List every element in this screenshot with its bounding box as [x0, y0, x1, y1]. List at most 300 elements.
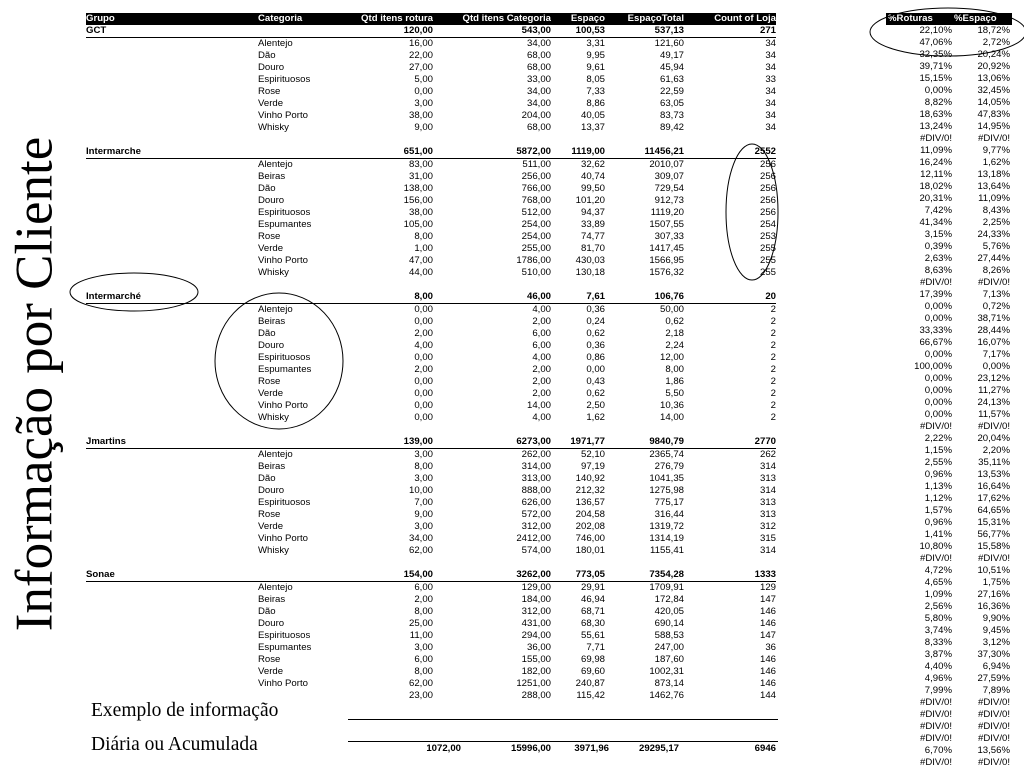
cell-grupo: Intermarche [86, 146, 141, 157]
percent-row [886, 673, 1012, 685]
divider-line [348, 719, 778, 720]
cell-cnt: 34 [765, 110, 776, 121]
cell-cat: Dão [258, 183, 276, 194]
cell-tot: 2365,74 [649, 449, 684, 460]
cell-esp: 202,08 [575, 521, 605, 532]
cell-q1: 0,00 [414, 304, 433, 315]
pct-roturas: 0,00% [924, 385, 952, 396]
cell-cat: Whisky [258, 267, 289, 278]
cell-cat: Beiras [258, 316, 286, 327]
cell-cat: Alentejo [258, 304, 293, 315]
cell-cnt: 2552 [754, 146, 776, 157]
percent-row [886, 205, 1012, 217]
table-row [86, 243, 776, 255]
cell-q1: 6,00 [414, 582, 433, 593]
cell-q2: 766,00 [521, 183, 551, 194]
cell-cat: Alentejo [258, 38, 293, 49]
percent-row [886, 73, 1012, 85]
cell-esp: 46,94 [580, 594, 605, 605]
pct-roturas: #DIV/0! [920, 697, 952, 708]
side-title-container [0, 0, 70, 768]
pct-espaco: 9,77% [982, 145, 1010, 156]
cell-esp: 81,70 [580, 243, 605, 254]
cell-esp: 69,98 [580, 654, 605, 665]
cell-esp: 773,05 [575, 569, 605, 580]
pct-roturas: 13,24% [919, 121, 952, 132]
cell-tot: 690,14 [654, 618, 684, 629]
cell-q1: 139,00 [403, 436, 433, 447]
pct-espaco: 27,16% [977, 589, 1010, 600]
cell-q1: 7,00 [414, 497, 433, 508]
pct-roturas: 0,39% [924, 241, 952, 252]
percent-row [886, 529, 1012, 541]
cell-q2: 34,00 [526, 38, 551, 49]
percent-row [886, 97, 1012, 109]
pct-roturas: #DIV/0! [920, 133, 952, 144]
cell-cat: Dão [258, 50, 276, 61]
cell-tot: 1,86 [665, 376, 684, 387]
cell-q1: 138,00 [403, 183, 433, 194]
cell-cat: Vinho Porto [258, 400, 308, 411]
cell-cnt: 2 [770, 388, 776, 399]
cell-tot: 1507,55 [649, 219, 684, 230]
cell-q1: 8,00 [414, 291, 433, 302]
pct-espaco: 5,76% [982, 241, 1010, 252]
table-row [86, 219, 776, 231]
cell-esp: 1971,77 [570, 436, 605, 447]
cell-esp: 1,62 [586, 412, 605, 423]
cell-q1: 23,00 [408, 690, 433, 701]
pct-espaco: 9,90% [982, 613, 1010, 624]
cell-q1: 156,00 [403, 195, 433, 206]
percent-row [886, 49, 1012, 61]
pct-roturas: #DIV/0! [920, 757, 952, 768]
pct-roturas: 1,13% [924, 481, 952, 492]
pct-roturas: 66,67% [919, 337, 952, 348]
percent-row [886, 733, 1012, 745]
pct-roturas: 3,87% [924, 649, 952, 660]
cell-esp: 115,42 [576, 690, 605, 701]
percent-row [886, 133, 1012, 145]
cell-tot: 1155,41 [650, 545, 684, 556]
percent-row [886, 157, 1012, 169]
cell-grupo: Intermarché [86, 291, 141, 302]
cell-cnt: 314 [759, 545, 776, 556]
percent-row [886, 181, 1012, 193]
table-row [86, 424, 776, 436]
header-roturas: %Roturas [888, 13, 933, 24]
pct-roturas: 1,09% [924, 589, 952, 600]
cell-cnt: 256 [759, 207, 776, 218]
cell-cnt: 313 [759, 509, 776, 520]
pct-espaco: 14,05% [977, 97, 1010, 108]
pct-espaco: 9,45% [982, 625, 1010, 636]
pct-espaco: 56,77% [977, 529, 1010, 540]
header-espaco: %Espaço [954, 13, 997, 24]
pct-roturas: 15,15% [919, 73, 952, 84]
pct-espaco: 1,62% [982, 157, 1010, 168]
cell-esp: 130,18 [575, 267, 605, 278]
percent-row [886, 721, 1012, 733]
cell-cat: Douro [258, 485, 285, 496]
table-row [86, 328, 776, 340]
pct-espaco: 20,92% [977, 61, 1010, 72]
cell-q2: 288,00 [521, 690, 551, 701]
table-row [86, 364, 776, 376]
cell-cnt: 255 [759, 255, 776, 266]
percent-row [886, 337, 1012, 349]
table-row [86, 666, 776, 678]
pct-espaco: 64,65% [977, 505, 1010, 516]
pct-roturas: 3,74% [924, 625, 952, 636]
cell-cat: Verde [258, 98, 284, 109]
cell-esp: 69,60 [580, 666, 605, 677]
pct-roturas: 5,80% [924, 613, 952, 624]
cell-q2: 2,00 [532, 316, 551, 327]
table-row [86, 207, 776, 219]
pct-roturas: 20,31% [919, 193, 952, 204]
cell-cnt: 33 [765, 74, 776, 85]
percent-row [886, 745, 1012, 757]
cell-q2: 68,00 [526, 122, 551, 133]
cell-esp: 3,31 [586, 38, 605, 49]
cell-q2: 312,00 [521, 521, 551, 532]
cell-cat: Espirituosos [258, 207, 311, 218]
table-row [86, 316, 776, 328]
pct-espaco: #DIV/0! [978, 721, 1010, 732]
percent-row [886, 265, 1012, 277]
table-row [86, 352, 776, 364]
percent-row [886, 757, 1012, 769]
pct-espaco: 2,72% [982, 37, 1010, 48]
cell-cnt: 146 [759, 678, 776, 689]
pct-roturas: 8,63% [924, 265, 952, 276]
cell-cnt: 147 [759, 594, 776, 605]
cell-q1: 8,00 [414, 606, 433, 617]
cell-grupo: Sonae [86, 569, 115, 580]
cell-cat: Alentejo [258, 582, 293, 593]
percent-row [886, 145, 1012, 157]
cell-cat: Rose [258, 654, 281, 665]
pct-espaco: 13,53% [977, 469, 1010, 480]
cell-q1: 62,00 [408, 678, 433, 689]
cell-tot: 316,44 [654, 509, 684, 520]
percent-row [886, 349, 1012, 361]
cell-tot: 420,05 [654, 606, 684, 617]
cell-esp: 2,50 [586, 400, 605, 411]
pct-espaco: 24,13% [977, 397, 1010, 408]
cell-tot: 187,60 [654, 654, 684, 665]
percent-row [886, 25, 1012, 37]
cell-cat: Rose [258, 509, 281, 520]
percent-row [886, 253, 1012, 265]
cell-q1: 10,00 [408, 485, 433, 496]
cell-tot: 873,14 [654, 678, 684, 689]
cell-cnt: 146 [759, 666, 776, 677]
cell-esp: 746,00 [575, 533, 605, 544]
pct-roturas: 4,40% [924, 661, 952, 672]
cell-q2: 2,00 [532, 364, 551, 375]
cell-q1: 27,00 [408, 62, 433, 73]
header-cell: Qtd itens Categoria [462, 13, 551, 24]
pct-roturas: 10,80% [919, 541, 952, 552]
cell-esp: 0,62 [586, 388, 605, 399]
cell-cat: Vinho Porto [258, 110, 308, 121]
cell-tot: 22,59 [659, 86, 684, 97]
table-row [86, 86, 776, 98]
cell-cnt: 315 [759, 533, 776, 544]
cell-q1: 154,00 [403, 569, 433, 580]
cell-cnt: 256 [759, 183, 776, 194]
cell-cnt: 2 [770, 376, 776, 387]
percent-row [886, 493, 1012, 505]
cell-q2: 2,00 [532, 376, 551, 387]
pct-roturas: #DIV/0! [920, 733, 952, 744]
table-header [86, 13, 776, 25]
cell-esp: 7,33 [586, 86, 605, 97]
table-row [86, 38, 776, 50]
pct-roturas: 47,06% [919, 37, 952, 48]
table-row [86, 110, 776, 122]
cell-esp: 29,91 [580, 582, 605, 593]
table-row [86, 618, 776, 630]
pct-espaco: 13,64% [977, 181, 1010, 192]
table-row [86, 533, 776, 545]
cell-q2: 1786,00 [516, 255, 551, 266]
data-table [86, 13, 776, 702]
percent-row [886, 481, 1012, 493]
percent-row [886, 229, 1012, 241]
pct-roturas: 33,33% [919, 325, 952, 336]
cell-q1: 9,00 [414, 122, 433, 133]
cell-q1: 16,00 [408, 38, 433, 49]
cell-tot: 1275,98 [649, 485, 684, 496]
pct-roturas: 7,42% [924, 205, 952, 216]
percent-row [886, 397, 1012, 409]
cell-tot: 1417,45 [649, 243, 684, 254]
cell-cat: Espumantes [258, 364, 312, 375]
percent-row [886, 409, 1012, 421]
pct-espaco: 16,64% [977, 481, 1010, 492]
cell-esp: 136,57 [575, 497, 605, 508]
pct-roturas: #DIV/0! [920, 277, 952, 288]
cell-q2: 4,00 [532, 352, 551, 363]
pct-espaco: 11,57% [978, 409, 1010, 420]
cell-cat: Verde [258, 521, 284, 532]
cell-q1: 0,00 [414, 400, 433, 411]
cell-q2: 155,00 [521, 654, 551, 665]
cell-q2: 6,00 [532, 328, 551, 339]
cell-q2: 204,00 [521, 110, 551, 121]
cell-q2: 888,00 [521, 485, 551, 496]
pct-roturas: 0,00% [924, 349, 952, 360]
cell-cat: Verde [258, 388, 284, 399]
table-row [86, 678, 776, 690]
cell-cat: Douro [258, 340, 285, 351]
table-row [86, 582, 776, 594]
table-row [86, 50, 776, 62]
table-row [86, 195, 776, 207]
cell-tot: 588,53 [654, 630, 684, 641]
pct-roturas: 8,33% [924, 637, 952, 648]
cell-tot: 1319,72 [649, 521, 684, 532]
table-row [86, 594, 776, 606]
cell-cat: Douro [258, 618, 285, 629]
cell-q1: 651,00 [403, 146, 433, 157]
header-cell: Qtd itens rotura [361, 13, 433, 24]
cell-q1: 47,00 [408, 255, 433, 266]
cell-tot: 1041,35 [649, 473, 684, 484]
cell-esp: 40,05 [580, 110, 605, 121]
cell-cnt: 34 [765, 122, 776, 133]
pct-roturas: 7,99% [924, 685, 952, 696]
cell-q1: 22,00 [408, 50, 433, 61]
table-row [86, 412, 776, 424]
pct-roturas: 0,00% [924, 313, 952, 324]
percent-row [886, 541, 1012, 553]
pct-roturas: 4,65% [924, 577, 952, 588]
percent-row [886, 289, 1012, 301]
cell-tot: 307,33 [654, 231, 684, 242]
percent-row [886, 433, 1012, 445]
cell-cat: Verde [258, 666, 284, 677]
cell-cnt: 146 [759, 654, 776, 665]
cell-cat: Beiras [258, 171, 286, 182]
percent-row [886, 421, 1012, 433]
cell-q1: 0,00 [414, 86, 433, 97]
percent-row [886, 661, 1012, 673]
pct-roturas: #DIV/0! [920, 553, 952, 564]
cell-grupo: Jmartins [86, 436, 126, 447]
percent-row [886, 601, 1012, 613]
cell-q1: 25,00 [408, 618, 433, 629]
cell-q2: 34,00 [526, 86, 551, 97]
total-count-loja: 6946 [754, 743, 776, 754]
cell-q2: 313,00 [521, 473, 551, 484]
percent-row [886, 325, 1012, 337]
cell-cnt: 144 [759, 690, 776, 701]
cell-q2: 1251,00 [516, 678, 551, 689]
cell-q1: 3,00 [414, 642, 433, 653]
pct-roturas: 2,55% [924, 457, 952, 468]
cell-esp: 212,32 [575, 485, 605, 496]
cell-cnt: 34 [765, 50, 776, 61]
cell-q1: 34,00 [408, 533, 433, 544]
cell-q2: 33,00 [526, 74, 551, 85]
pct-espaco: 3,12% [982, 637, 1010, 648]
cell-cnt: 20 [765, 291, 776, 302]
cell-esp: 100,53 [575, 25, 605, 36]
percent-row [886, 217, 1012, 229]
cell-q2: 36,00 [526, 642, 551, 653]
cell-cat: Rose [258, 376, 281, 387]
table-row [86, 473, 776, 485]
pct-espaco: 27,44% [977, 253, 1010, 264]
table-row [86, 509, 776, 521]
cell-tot: 0,62 [665, 316, 684, 327]
note-line-1: Exemplo de informação [91, 700, 279, 721]
header-cell: Grupo [86, 13, 115, 24]
percent-row [886, 709, 1012, 721]
pct-roturas: 4,72% [924, 565, 952, 576]
pct-roturas: 22,10% [919, 25, 952, 36]
pct-espaco: 7,17% [982, 349, 1010, 360]
table-row [86, 545, 776, 557]
cell-q2: 6273,00 [516, 436, 551, 447]
cell-cnt: 34 [765, 38, 776, 49]
pct-espaco: 11,27% [978, 385, 1010, 396]
cell-cnt: 2 [770, 340, 776, 351]
cell-q1: 6,00 [414, 654, 433, 665]
cell-cnt: 34 [765, 62, 776, 73]
cell-q2: 543,00 [521, 25, 551, 36]
table-row [86, 267, 776, 279]
cell-cat: Vinho Porto [258, 255, 308, 266]
cell-q1: 4,00 [414, 340, 433, 351]
percent-row [886, 373, 1012, 385]
cell-cat: Alentejo [258, 449, 293, 460]
pct-espaco: 18,72% [977, 25, 1010, 36]
table-row [86, 642, 776, 654]
cell-tot: 1314,19 [649, 533, 684, 544]
percent-row [886, 169, 1012, 181]
cell-cnt: 2 [770, 352, 776, 363]
cell-q1: 120,00 [403, 25, 433, 36]
cell-cnt: 1333 [754, 569, 776, 580]
percent-row [886, 577, 1012, 589]
cell-q1: 0,00 [414, 376, 433, 387]
pct-espaco: 47,83% [977, 109, 1010, 120]
cell-tot: 309,07 [654, 171, 684, 182]
cell-tot: 2010,07 [649, 159, 684, 170]
cell-q2: 4,00 [532, 412, 551, 423]
cell-tot: 63,05 [659, 98, 684, 109]
pct-espaco: 6,94% [982, 661, 1010, 672]
pct-espaco: 37,30% [977, 649, 1010, 660]
cell-esp: 1119,00 [571, 146, 605, 157]
pct-roturas: 1,12% [924, 493, 952, 504]
pct-espaco: 13,06% [977, 73, 1010, 84]
cell-tot: 12,00 [659, 352, 684, 363]
cell-q1: 3,00 [414, 473, 433, 484]
cell-esp: 68,71 [580, 606, 605, 617]
table-row [86, 183, 776, 195]
pct-espaco: 2,20% [982, 445, 1010, 456]
total-espaco: 3971,96 [574, 743, 609, 754]
percent-row [886, 589, 1012, 601]
cell-cat: Espirituosos [258, 497, 311, 508]
cell-tot: 8,00 [665, 364, 684, 375]
cell-esp: 101,20 [575, 195, 605, 206]
pct-espaco: 16,07% [977, 337, 1010, 348]
cell-tot: 11456,21 [644, 146, 684, 157]
cell-q1: 3,00 [414, 98, 433, 109]
pct-espaco: 13,56% [977, 745, 1010, 756]
total-espaco-total: 29295,17 [638, 743, 679, 754]
percent-row [886, 109, 1012, 121]
cell-cat: Douro [258, 195, 285, 206]
cell-cnt: 255 [759, 267, 776, 278]
percent-row [886, 457, 1012, 469]
cell-q1: 3,00 [414, 449, 433, 460]
table-row [86, 340, 776, 352]
cell-esp: 140,92 [575, 473, 605, 484]
cell-q1: 44,00 [408, 267, 433, 278]
pct-espaco: 1,75% [982, 577, 1010, 588]
cell-esp: 94,37 [580, 207, 605, 218]
pct-roturas: 18,02% [919, 181, 952, 192]
table-row [86, 497, 776, 509]
